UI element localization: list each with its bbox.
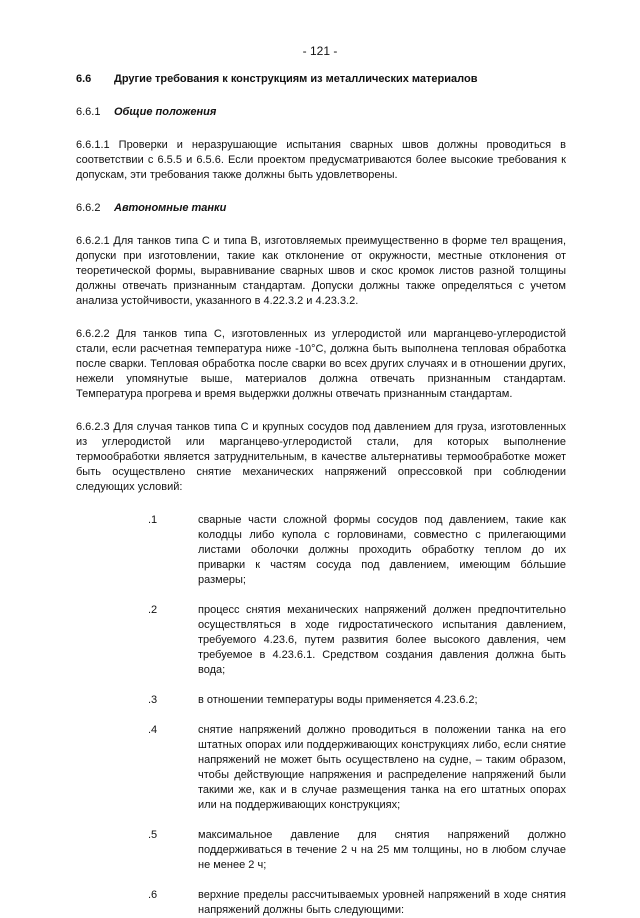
list-text: максимальное давление для снятия напряжений должно поддерживаться в течение 2 ч на 25 мм толщины, но в любом случае не менее 2 ч; [198, 829, 566, 871]
list-marker: .1 [148, 514, 158, 526]
subsection-heading-independent-tanks [76, 201, 566, 216]
list-text: сварные части сложной формы сосудов под давлением, такие как колодцы либо купола с горловинами, совместно с прилегающими листами оболочки должны проходить обработку теплом до их приварки к частям сосуда под давлением, имеющим бо́льшие размеры; [198, 514, 566, 586]
paragraph-6-6-1-1: 6.6.1.1 Проверки и неразрушающие испытания сварных швов должны проводиться в соответствии с 6.5.5 и 6.5.6. Если проектом предусматриваются более высокие требования к допускам, эти требования также должны быть удовлетворены. [76, 139, 566, 181]
list-item [76, 513, 566, 588]
list-item [76, 888, 566, 918]
paragraph-6-6-2-2: 6.6.2.2 Для танков типа С, изготовленных из углеродистой или марганцево-углеродистой стали, если расчетная температура ниже -10°C, должна быть выполнена тепловая обработка после сварки. Тепловая обработка после сварки во всех других случаях и в отношении других, нежели упомянутые выше, материалов должна отвечать признанным стандартам. Температура прогрева и время выдержки должны отвечать признанным стандартам. [76, 328, 566, 400]
subsection-heading-general [76, 105, 566, 120]
list-item [76, 693, 566, 708]
list-item [76, 603, 566, 678]
paragraph-6-6-2-1: 6.6.2.1 Для танков типа С и типа В, изготовляемых преимущественно в форме тел вращения, допуски при изготовлении, такие как отклонение от окружности, местные отклонения от теоретической формы, выравнивание сварных швов и скос кромок листов разной толщины должны отвечать признанным стандартам. Допуски должны также определяться с учетом анализа устойчивости, указанного в 4.22.3.2 и 4.23.3.2. [76, 235, 566, 307]
subsection-number: 6.6.1 [76, 106, 101, 118]
page-content [76, 72, 566, 918]
list-text: процесс снятия механических напряжений должен предпочтительно осуществляться в ходе гидростатического испытания давлением, требуемого 4.23.6, путем развития более высокого давления, чем требуемое в 4.23.6.1. Средством создания давления должна быть вода; [198, 604, 566, 676]
list-marker: .2 [148, 604, 158, 616]
section-number: 6.6 [76, 73, 92, 85]
list-marker: .3 [148, 694, 158, 706]
list-marker: .4 [148, 724, 158, 736]
subsection-title: Автономные танки [114, 202, 227, 214]
page-number: - 121 - [302, 44, 338, 58]
subsection-number: 6.6.2 [76, 202, 101, 214]
list-text: верхние пределы рассчитываемых уровней напряжений в ходе снятия напряжений должны быть следующими: [198, 889, 566, 916]
list-text: снятие напряжений должно проводиться в положении танка на его штатных опорах или поддерживающих конструкциях либо, если снятие напряжений не может быть осуществлено на судне, – таким образом, чтобы действующие напряжения и распределение напряжений были такими же, как и в случае размещения танка на его штатных опорах или на поддерживающих конструкциях; [198, 724, 566, 811]
list-item [76, 828, 566, 873]
paragraph-6-6-2-3: 6.6.2.3 Для случая танков типа С и крупных сосудов под давлением для груза, изготовленных из углеродистой или марганцево-углеродистой стали, для которых выполнение термообработки является затруднительным, в качестве альтернативы термообработке может быть осуществлено снятие механических напряжений опрессовкой при соблюдении следующих условий: [76, 421, 566, 493]
list-item [76, 723, 566, 813]
section-title: Другие требования к конструкциям из металлических материалов [114, 73, 478, 85]
list-text: в отношении температуры воды применяется 4.23.6.2; [198, 694, 478, 706]
subsection-title: Общие положения [114, 106, 217, 118]
list-marker: .5 [148, 829, 158, 841]
section-heading [76, 72, 566, 87]
list-marker: .6 [148, 889, 158, 901]
